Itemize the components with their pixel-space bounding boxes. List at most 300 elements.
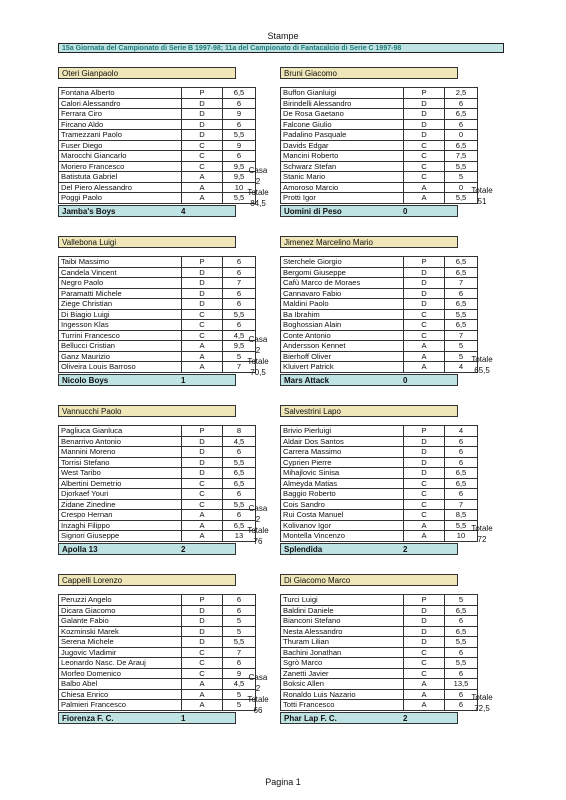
- team-result-bar: [58, 712, 236, 724]
- player-role: D: [182, 616, 223, 627]
- player-role: A: [404, 689, 445, 700]
- player-score: 5,5: [223, 499, 256, 510]
- player-role: A: [182, 193, 223, 204]
- player-score: 0: [445, 130, 478, 141]
- player-score: 5,5: [445, 161, 478, 172]
- player-name: Turci Luigi: [281, 595, 404, 606]
- player-score: 6: [445, 700, 478, 711]
- player-name: Paramatti Michele: [59, 288, 182, 299]
- player-role: A: [182, 362, 223, 373]
- manager-name: Salvestrini Lapo: [280, 405, 458, 417]
- player-row: [59, 130, 256, 141]
- player-score: 6: [223, 489, 256, 500]
- away-total: 72,5: [474, 704, 490, 713]
- player-name: West Taribo: [59, 468, 182, 479]
- home-bonus-box: [238, 503, 278, 547]
- player-score: 6: [223, 98, 256, 109]
- player-name: Aldair Dos Santos: [281, 436, 404, 447]
- player-role: D: [182, 267, 223, 278]
- player-role: D: [404, 616, 445, 627]
- home-bonus: 2: [255, 346, 261, 355]
- player-score: 5,5: [445, 193, 478, 204]
- player-score: 5: [445, 351, 478, 362]
- player-role: P: [182, 426, 223, 437]
- player-row: [281, 341, 478, 352]
- player-name: Ganz Maurizio: [59, 351, 182, 362]
- player-row: [281, 436, 478, 447]
- player-score: 6: [223, 119, 256, 130]
- player-row: [281, 689, 478, 700]
- player-score: 6: [445, 436, 478, 447]
- player-role: D: [404, 119, 445, 130]
- player-role: A: [182, 700, 223, 711]
- player-role: A: [404, 362, 445, 373]
- roster-table: [280, 594, 478, 711]
- player-role: D: [404, 436, 445, 447]
- home-bonus-box: [238, 165, 278, 209]
- team-goals: 1: [181, 714, 186, 723]
- player-row: [59, 668, 256, 679]
- player-name: Fircano Aldo: [59, 119, 182, 130]
- player-row: [59, 510, 256, 521]
- player-score: 7,5: [445, 151, 478, 162]
- player-role: C: [182, 647, 223, 658]
- player-row: [59, 161, 256, 172]
- player-row: [281, 700, 478, 711]
- player-role: P: [404, 595, 445, 606]
- player-role: D: [404, 109, 445, 120]
- player-row: [59, 193, 256, 204]
- home-total: 66: [253, 706, 263, 715]
- player-role: D: [182, 278, 223, 289]
- player-row: [59, 330, 256, 341]
- player-role: D: [182, 605, 223, 616]
- player-role: C: [404, 140, 445, 151]
- player-score: 7: [445, 278, 478, 289]
- player-name: Marocchi Giancarlo: [59, 151, 182, 162]
- player-role: A: [404, 351, 445, 362]
- player-role: A: [182, 182, 223, 193]
- player-name: Djorkaef Youri: [59, 489, 182, 500]
- player-name: Davids Edgar: [281, 140, 404, 151]
- team-goals: 0: [403, 376, 408, 385]
- roster-table: [58, 256, 256, 373]
- player-name: Balbo Abel: [59, 679, 182, 690]
- home-totale-label: Totale: [247, 357, 269, 366]
- player-name: Del Piero Alessandro: [59, 182, 182, 193]
- player-row: [59, 468, 256, 479]
- player-role: C: [404, 478, 445, 489]
- player-row: [59, 341, 256, 352]
- player-score: 4,5: [223, 436, 256, 447]
- player-name: Montella Vincenzo: [281, 531, 404, 542]
- player-role: A: [182, 351, 223, 362]
- home-bonus: 2: [255, 515, 261, 524]
- player-score: 6: [445, 98, 478, 109]
- team-result-bar: [58, 205, 236, 217]
- player-row: [281, 151, 478, 162]
- player-score: 8: [223, 426, 256, 437]
- player-row: [281, 161, 478, 172]
- player-row: [281, 531, 478, 542]
- player-role: D: [404, 626, 445, 637]
- player-row: [281, 457, 478, 468]
- home-casa: Casa: [248, 166, 268, 175]
- manager-name: Di Giacomo Marco: [280, 574, 458, 586]
- player-name: Andersson Kennet: [281, 341, 404, 352]
- player-role: A: [404, 520, 445, 531]
- player-name: Cois Sandro: [281, 499, 404, 510]
- player-role: C: [404, 161, 445, 172]
- player-role: A: [182, 679, 223, 690]
- player-row: [59, 689, 256, 700]
- team-goals: 0: [403, 207, 408, 216]
- player-row: [281, 140, 478, 151]
- manager-name: Cappelli Lorenzo: [58, 574, 236, 586]
- player-role: C: [182, 668, 223, 679]
- player-score: 6: [223, 605, 256, 616]
- player-role: A: [404, 700, 445, 711]
- player-score: 7: [445, 499, 478, 510]
- home-totale-label: Totale: [247, 526, 269, 535]
- home-bonus-box: [238, 672, 278, 716]
- player-row: [59, 499, 256, 510]
- player-score: 6,5: [223, 520, 256, 531]
- player-row: [281, 119, 478, 130]
- player-row: [59, 182, 256, 193]
- player-name: Serena Michele: [59, 637, 182, 648]
- player-score: 4: [445, 362, 478, 373]
- player-row: [281, 478, 478, 489]
- player-score: 6: [223, 658, 256, 669]
- player-score: 6: [223, 320, 256, 331]
- away-total: 51: [477, 197, 487, 206]
- player-score: 7: [223, 362, 256, 373]
- player-role: D: [182, 109, 223, 120]
- player-score: 6,5: [223, 88, 256, 99]
- player-row: [59, 109, 256, 120]
- player-score: 5: [223, 616, 256, 627]
- player-name: De Rosa Gaetano: [281, 109, 404, 120]
- player-score: 6: [445, 447, 478, 458]
- player-name: Candela Vincent: [59, 267, 182, 278]
- player-row: [59, 616, 256, 627]
- team-name: Uomini di Peso: [284, 207, 342, 216]
- player-role: A: [404, 182, 445, 193]
- player-score: 5,5: [223, 193, 256, 204]
- player-score: 4: [445, 426, 478, 437]
- player-score: 6: [445, 489, 478, 500]
- player-name: Amoroso Marcio: [281, 182, 404, 193]
- player-name: Bellucci Cristian: [59, 341, 182, 352]
- player-role: D: [404, 605, 445, 616]
- player-row: [281, 510, 478, 521]
- player-role: D: [404, 637, 445, 648]
- player-role: A: [182, 172, 223, 183]
- player-score: 8,5: [445, 510, 478, 521]
- player-name: Mancini Roberto: [281, 151, 404, 162]
- player-name: Taibi Massimo: [59, 257, 182, 268]
- player-score: 5: [223, 689, 256, 700]
- player-score: 6: [223, 510, 256, 521]
- player-role: D: [182, 119, 223, 130]
- page-header-title: Stampe: [267, 31, 299, 41]
- player-row: [59, 267, 256, 278]
- player-name: Nesta Alessandro: [281, 626, 404, 637]
- player-name: Kolivanov Igor: [281, 520, 404, 531]
- player-role: C: [404, 172, 445, 183]
- player-role: C: [182, 478, 223, 489]
- player-role: A: [182, 341, 223, 352]
- away-total: 72: [477, 535, 487, 544]
- home-bonus-box: [238, 334, 278, 378]
- player-name: Moriero Francesco: [59, 161, 182, 172]
- player-role: D: [404, 98, 445, 109]
- player-score: 6: [223, 257, 256, 268]
- player-name: Jugovic Vladimir: [59, 647, 182, 658]
- player-role: C: [182, 499, 223, 510]
- team-name: Phar Lap F. C.: [284, 714, 337, 723]
- player-row: [59, 257, 256, 268]
- player-name: Maldini Paolo: [281, 299, 404, 310]
- manager-name: Bruni Giacomo: [280, 67, 458, 79]
- team-result-bar: [280, 543, 458, 555]
- away-total-box: [462, 523, 502, 545]
- player-row: [59, 447, 256, 458]
- player-role: C: [182, 140, 223, 151]
- player-row: [281, 616, 478, 627]
- player-name: Inzaghi Filippo: [59, 520, 182, 531]
- player-row: [281, 468, 478, 479]
- player-row: [281, 88, 478, 99]
- player-name: Protti Igor: [281, 193, 404, 204]
- player-role: P: [404, 257, 445, 268]
- player-name: Signori Giuseppe: [59, 531, 182, 542]
- player-role: D: [182, 447, 223, 458]
- player-score: 6: [223, 447, 256, 458]
- player-role: D: [404, 457, 445, 468]
- player-score: 6: [223, 151, 256, 162]
- player-name: Bianconi Stefano: [281, 616, 404, 627]
- player-role: D: [404, 447, 445, 458]
- player-score: 6,5: [445, 605, 478, 616]
- player-row: [281, 257, 478, 268]
- home-casa: Casa: [248, 335, 268, 344]
- away-totale-label: Totale: [471, 524, 493, 533]
- team-goals: 2: [403, 545, 408, 554]
- player-score: 6,5: [445, 478, 478, 489]
- round-banner: 15a Giornata del Campionato di Serie B 1997-98; 11a del Campionato di Fantacalcio di Serie C 1997-98: [58, 43, 504, 53]
- player-row: [59, 362, 256, 373]
- player-score: 6: [445, 616, 478, 627]
- player-role: D: [182, 436, 223, 447]
- roster-table: [58, 594, 256, 711]
- player-score: 6: [445, 647, 478, 658]
- player-name: Thuram Lilian: [281, 637, 404, 648]
- player-role: D: [404, 288, 445, 299]
- player-score: 9,5: [223, 161, 256, 172]
- player-name: Cyprien Pierre: [281, 457, 404, 468]
- player-row: [281, 626, 478, 637]
- player-name: Ferrara Ciro: [59, 109, 182, 120]
- player-name: Ba Ibrahim: [281, 309, 404, 320]
- player-row: [281, 109, 478, 120]
- team-name: Mars Attack: [284, 376, 330, 385]
- player-name: Pagliuca Gianluca: [59, 426, 182, 437]
- player-name: Zidane Zinedine: [59, 499, 182, 510]
- player-row: [59, 172, 256, 183]
- player-score: 2,5: [445, 88, 478, 99]
- player-role: D: [182, 288, 223, 299]
- player-role: C: [404, 499, 445, 510]
- player-name: Bachini Jonathan: [281, 647, 404, 658]
- away-total-box: [462, 354, 502, 376]
- player-score: 5: [223, 626, 256, 637]
- player-name: Sgrò Marco: [281, 658, 404, 669]
- player-name: Kluivert Patrick: [281, 362, 404, 373]
- player-row: [281, 520, 478, 531]
- player-role: C: [404, 668, 445, 679]
- player-score: 6,5: [445, 267, 478, 278]
- team-name: Splendida: [284, 545, 323, 554]
- home-totale-label: Totale: [247, 188, 269, 197]
- player-role: D: [182, 130, 223, 141]
- player-name: Boksic Allen: [281, 679, 404, 690]
- player-name: Ingesson Klas: [59, 320, 182, 331]
- player-role: P: [182, 595, 223, 606]
- player-row: [59, 605, 256, 616]
- player-row: [281, 605, 478, 616]
- player-row: [59, 88, 256, 99]
- player-role: A: [404, 531, 445, 542]
- player-row: [59, 531, 256, 542]
- player-score: 9: [223, 109, 256, 120]
- player-name: Cannavaro Fabio: [281, 288, 404, 299]
- home-bonus: 2: [255, 177, 261, 186]
- player-name: Kozminski Marek: [59, 626, 182, 637]
- player-name: Galante Fabio: [59, 616, 182, 627]
- player-role: C: [182, 658, 223, 669]
- player-name: Padalino Pasquale: [281, 130, 404, 141]
- player-score: 9: [223, 668, 256, 679]
- player-name: Torrisi Stefano: [59, 457, 182, 468]
- player-row: [281, 426, 478, 437]
- player-name: Mannini Moreno: [59, 447, 182, 458]
- player-row: [281, 320, 478, 331]
- player-score: 7: [223, 278, 256, 289]
- player-name: Dicara Giacomo: [59, 605, 182, 616]
- player-score: 6: [223, 267, 256, 278]
- player-row: [281, 267, 478, 278]
- player-row: [281, 309, 478, 320]
- roster-table: [58, 425, 256, 542]
- manager-name: Vallebona Luigi: [58, 236, 236, 248]
- player-role: A: [182, 689, 223, 700]
- player-name: Falcone Giulio: [281, 119, 404, 130]
- player-role: C: [404, 510, 445, 521]
- player-name: Conte Antonio: [281, 330, 404, 341]
- player-row: [59, 595, 256, 606]
- home-total: 76: [253, 537, 263, 546]
- manager-name: Oteri Gianpaolo: [58, 67, 236, 79]
- team-result-bar: [280, 712, 458, 724]
- player-role: D: [404, 267, 445, 278]
- player-name: Stanic Mario: [281, 172, 404, 183]
- player-role: D: [182, 457, 223, 468]
- player-name: Ziege Christian: [59, 299, 182, 310]
- team-name: Nicolo Boys: [62, 376, 109, 385]
- player-score: 6,5: [445, 299, 478, 310]
- team-name: Apolla 13: [62, 545, 98, 554]
- player-name: Fuser Diego: [59, 140, 182, 151]
- player-row: [281, 351, 478, 362]
- player-role: D: [182, 299, 223, 310]
- player-score: 7: [223, 647, 256, 658]
- player-role: D: [182, 637, 223, 648]
- player-name: Peruzzi Angelo: [59, 595, 182, 606]
- player-name: Birindelli Alessandro: [281, 98, 404, 109]
- player-score: 6,5: [445, 140, 478, 151]
- player-role: C: [404, 489, 445, 500]
- player-row: [59, 151, 256, 162]
- player-score: 6: [445, 668, 478, 679]
- player-row: [281, 172, 478, 183]
- home-total: 84,5: [250, 199, 266, 208]
- player-score: 5,5: [445, 309, 478, 320]
- player-role: D: [182, 626, 223, 637]
- player-row: [59, 700, 256, 711]
- player-role: A: [404, 679, 445, 690]
- roster-table: [58, 87, 256, 204]
- player-role: C: [182, 320, 223, 331]
- player-score: 9,5: [223, 341, 256, 352]
- player-name: Bierhoff Oliver: [281, 351, 404, 362]
- player-role: P: [404, 426, 445, 437]
- player-row: [59, 320, 256, 331]
- away-total-box: [462, 692, 502, 714]
- player-score: 4,5: [223, 679, 256, 690]
- player-row: [59, 288, 256, 299]
- player-row: [59, 140, 256, 151]
- player-score: 6,5: [223, 468, 256, 479]
- player-score: 6,5: [445, 320, 478, 331]
- player-score: 5,5: [223, 130, 256, 141]
- player-row: [59, 309, 256, 320]
- player-score: 5,5: [445, 658, 478, 669]
- player-score: 5: [445, 172, 478, 183]
- player-row: [281, 489, 478, 500]
- player-score: 5: [445, 341, 478, 352]
- player-role: A: [182, 510, 223, 521]
- player-row: [59, 478, 256, 489]
- player-name: Rui Costa Manuel: [281, 510, 404, 521]
- player-score: 6: [445, 457, 478, 468]
- player-name: Crespo Hernan: [59, 510, 182, 521]
- player-name: Albertini Demetrio: [59, 478, 182, 489]
- player-name: Turrini Francesco: [59, 330, 182, 341]
- player-score: 9: [223, 140, 256, 151]
- player-row: [59, 679, 256, 690]
- player-row: [281, 658, 478, 669]
- player-row: [281, 595, 478, 606]
- player-score: 5: [445, 595, 478, 606]
- player-row: [281, 330, 478, 341]
- roster-table: [280, 87, 478, 204]
- player-name: Schwarz Stefan: [281, 161, 404, 172]
- player-name: Calori Alessandro: [59, 98, 182, 109]
- player-role: P: [182, 257, 223, 268]
- player-name: Morfeo Domenico: [59, 668, 182, 679]
